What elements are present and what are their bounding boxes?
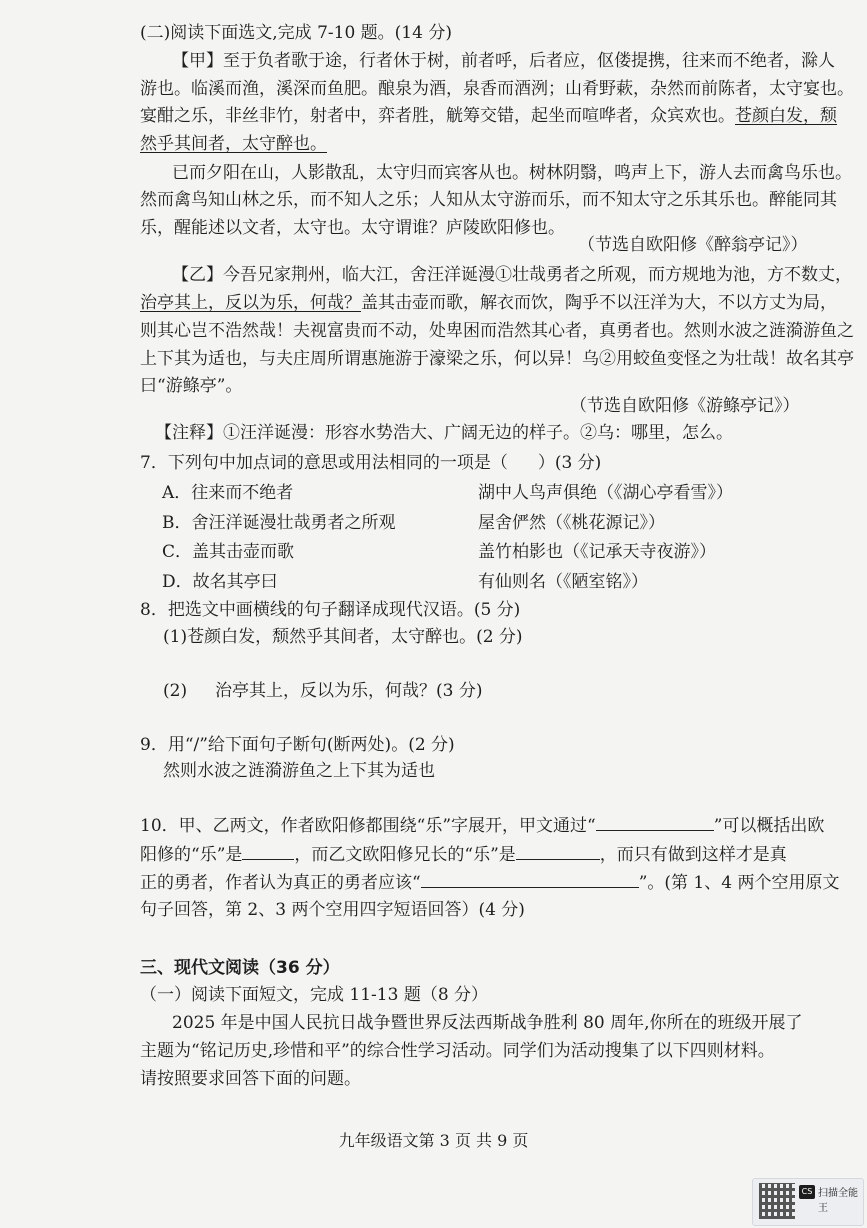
section3-line1: 2025 年是中国人民抗日战争暨世界反法西斯战争胜利 80 周年,你所在的班级开展了 [172, 1013, 803, 1033]
jia-underlined-b: 然乎其间者，太守醉也。 [140, 134, 327, 154]
q7-option-b: B．舍汪洋诞漫壮哉勇者之所观 [162, 513, 396, 533]
jia-p2-line3: 乐，醒能述以文者，太守也。太守谓谁？庐陵欧阳修也。 [140, 218, 565, 238]
jia-p1-line2: 游也。临溪而渔，溪深而鱼肥。酿泉为酒，泉香而酒洌；山肴野蔌，杂然而前陈者，太守宴也。 [140, 79, 854, 99]
yi-line2-text: 盖其击壶而歌，解衣而饮，陶乎不以汪洋为大，不以方丈为局， [361, 293, 837, 313]
yi-line3: 则其心岂不浩然哉！夫视富贵而不动，处卑困而浩然其心者，真勇者也。然则水波之涟漪游鱼之 [140, 321, 854, 341]
yi-line4: 上下其为适也，与夫庄周所谓惠施游于濠梁之乐，何以异！乌②用蛟鱼变怪之为壮哉！故名其亭 [140, 349, 854, 369]
section3-heading: 三、现代文阅读（36 分） [140, 958, 340, 978]
q7-option-d-ref: 有仙则名（《陋室铭》） [478, 572, 648, 592]
q10-line3 [140, 869, 840, 896]
q10-line2-text-a: 阳修的“乐”是 [140, 845, 243, 865]
jia-p2-line2: 然而禽鸟知山林之乐，而不知人之乐；人知从太守游而乐，而不知太守之乐其乐也。醉能同其 [140, 190, 837, 210]
jia-underlined-a: 苍颜白发，颓 [735, 106, 837, 126]
q10-line1-text-b: ”可以概括出欧 [713, 816, 825, 836]
q9-stem: 9．用“/”给下面句子断句(断两处)。(2 分) [140, 735, 455, 755]
scanner-app-name: 扫描全能王 [818, 1188, 858, 1214]
section2-heading: (二)阅读下面选文,完成 7-10 题。(14 分) [140, 23, 452, 43]
yi-line1: 【乙】今吾兄家荆州，临大江，舍汪洋诞漫①壮哉勇者之所观，而方规地为池，方不数丈， [172, 265, 852, 285]
cs-logo-icon: CS [799, 1185, 815, 1199]
jia-p1-line1: 【甲】至于负者歌于途，行者休于树，前者呼，后者应，伛偻提携，往来而不绝者，滁人 [172, 51, 835, 71]
q7-option-a: A．往来而不绝者 [162, 483, 294, 503]
q10-line1 [140, 812, 840, 839]
jia-p1-line4 [140, 131, 840, 157]
yi-source: （节选自欧阳修《游鲦亭记》） [570, 396, 800, 416]
q8-stem: 8．把选文中画横线的句子翻译成现代汉语。(5 分) [140, 600, 521, 620]
q10-line4: 句子回答，第 2、3 两个空用四字短语回答）(4 分) [140, 900, 525, 920]
q7-option-c-ref: 盖竹柏影也（《记承天寺夜游》） [478, 542, 716, 562]
page-footer: 九年级语文第 3 页 共 9 页 [338, 1131, 529, 1150]
q10-blank-4[interactable] [421, 869, 639, 888]
jia-p1-line3-text: 宴酣之乐，非丝非竹，射者中，弈者胜，觥筹交错，起坐而喧哗者，众宾欢也。 [140, 106, 735, 126]
q10-blank-1[interactable] [596, 812, 714, 831]
q7-option-b-ref: 屋舍俨然（《桃花源记》） [478, 513, 665, 533]
q7-stem-a: 7．下列句中加点词的意思或用法相同的一项是（ [140, 453, 508, 473]
yi-line2 [140, 290, 840, 316]
q7-option-d: D．故名其亭曰 [162, 572, 278, 592]
q10-blank-2[interactable] [242, 841, 294, 860]
q8-sentence-1: (1)苍颜白发，颓然乎其间者，太守醉也。(2 分) [163, 627, 523, 647]
q10-line3-text-a: 正的勇者，作者认为真正的勇者应该“ [140, 873, 421, 893]
scanner-watermark [752, 1178, 864, 1226]
yi-underlined: 治亭其上，反以为乐，何哉？ [140, 293, 361, 313]
q10-line3-text-b: ”。(第 1、4 两个空用原文 [638, 873, 840, 893]
q8-sentence-2: 治亭其上，反以为乐，何哉？(3 分) [215, 681, 483, 701]
q8-sentence-2-number: (2) [163, 681, 188, 701]
q9-sentence: 然则水波之涟漪游鱼之上下其为适也 [163, 761, 435, 781]
jia-p1-line3 [140, 103, 840, 129]
yi-line5: 曰“游鲦亭”。 [140, 376, 243, 396]
q10-line2-text-c: ，而只有做到这样才是真 [599, 845, 787, 865]
jia-source: （节选自欧阳修《醉翁亭记》） [578, 235, 808, 255]
q10-line1-text-a: 10．甲、乙两文，作者欧阳修都围绕“乐”字展开，甲文通过“ [140, 816, 596, 836]
annotation-notes: 【注释】①汪洋诞漫：形容水势浩大、广阔无边的样子。②乌：哪里，怎么。 [155, 423, 733, 443]
jia-p2-line1: 已而夕阳在山，人影散乱，太守归而宾客从也。树林阴翳，鸣声上下，游人去而禽鸟乐也。 [172, 163, 852, 183]
section3-line3: 请按照要求回答下面的问题。 [140, 1069, 361, 1089]
q7-stem [140, 450, 840, 476]
q10-blank-3[interactable] [516, 841, 600, 860]
q10-line2 [140, 841, 840, 868]
q7-option-a-ref: 湖中人鸟声俱绝（《湖心亭看雪》） [478, 483, 733, 503]
section3-subheading: （一）阅读下面短文，完成 11-13 题（8 分） [140, 985, 489, 1005]
q7-option-c: C．盖其击壶而歌 [162, 542, 295, 562]
q10-line2-text-b: ，而乙文欧阳修兄长的“乐”是 [294, 845, 516, 865]
section3-line2: 主题为“铭记历史,珍惜和平”的综合性学习活动。同学们为活动搜集了以下四则材料。 [140, 1041, 775, 1061]
qr-code-icon [759, 1183, 795, 1219]
q7-stem-b: ）(3 分) [537, 453, 602, 473]
